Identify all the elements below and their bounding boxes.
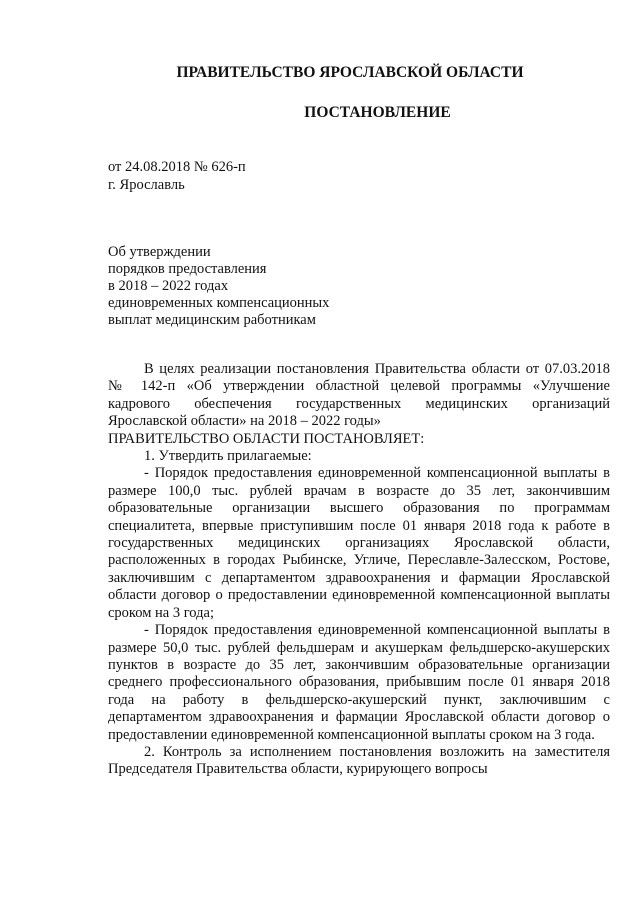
subject-line: Об утверждении — [108, 244, 211, 260]
subject-block — [108, 244, 329, 329]
document-meta — [108, 158, 246, 194]
resolves-line: ПРАВИТЕЛЬСТВО ОБЛАСТИ ПОСТАНОВЛЯЕТ: — [108, 430, 425, 447]
preamble-paragraph: В целях реализации постановления Правительства области от 07.03.2018 № 142-п «Об утверждении областной целевой программы «Улучшение кадрового обеспечения государственных медицинских организаций Ярославской области» на 2018 – 2022 годы» — [108, 361, 610, 430]
item-1: 1. Утвердить прилагаемые: — [144, 448, 312, 465]
item-1a-paragraph: - Порядок предоставления единовременной компенсационной выплаты в размере 100,0 тыс. рублей врачам в возрасте до 35 лет, закончившим образовательные организации высшего образования по программам специалитета, впервые приступившим после 01 января 2018 года к работе в государственных медицинских организациях Ярославской области, расположенных в городах Рыбинске, Угличе, Переславле-Залесском, Ростове, заключившим с департаментом здравоохранения и фармации Ярославской области договор о предоставлении единовременной компенсационной выплаты сроком на 3 года; — [108, 465, 610, 621]
subject-line: единовременных компенсационных — [108, 295, 330, 311]
subject-line: порядков предоставления — [108, 261, 267, 277]
item-1b-paragraph: - Порядок предоставления единовременной компенсационной выплаты в размере 50,0 тыс. рублей фельдшерам и акушеркам фельдшерско-акушерских пунктов в возрасте до 35 лет, закончившим образовательные организации среднего профессионального образования, прибывшим после 01 января 2018 года на работу в фельдшерско-акушерский пункт, заключившим с департаментом здравоохранения и фармации Ярославской области договор о предоставлении единовременной компенсационной выплаты сроком на 3 года. — [108, 622, 610, 743]
document-type-title: ПОСТАНОВЛЕНИЕ — [304, 104, 451, 121]
subject-line: в 2018 – 2022 годах — [108, 278, 229, 294]
organization-title: ПРАВИТЕЛЬСТВО ЯРОСЛАВСКОЙ ОБЛАСТИ — [176, 64, 524, 81]
date-number: от 24.08.2018 № 626-п — [108, 159, 246, 175]
city: г. Ярославль — [108, 177, 185, 193]
subject-line: выплат медицинским работникам — [108, 312, 316, 328]
item-2-paragraph: 2. Контроль за исполнением постановления возложить на заместителя Председателя Правительства области, курирующего вопросы — [108, 743, 610, 778]
document-body — [108, 361, 610, 779]
